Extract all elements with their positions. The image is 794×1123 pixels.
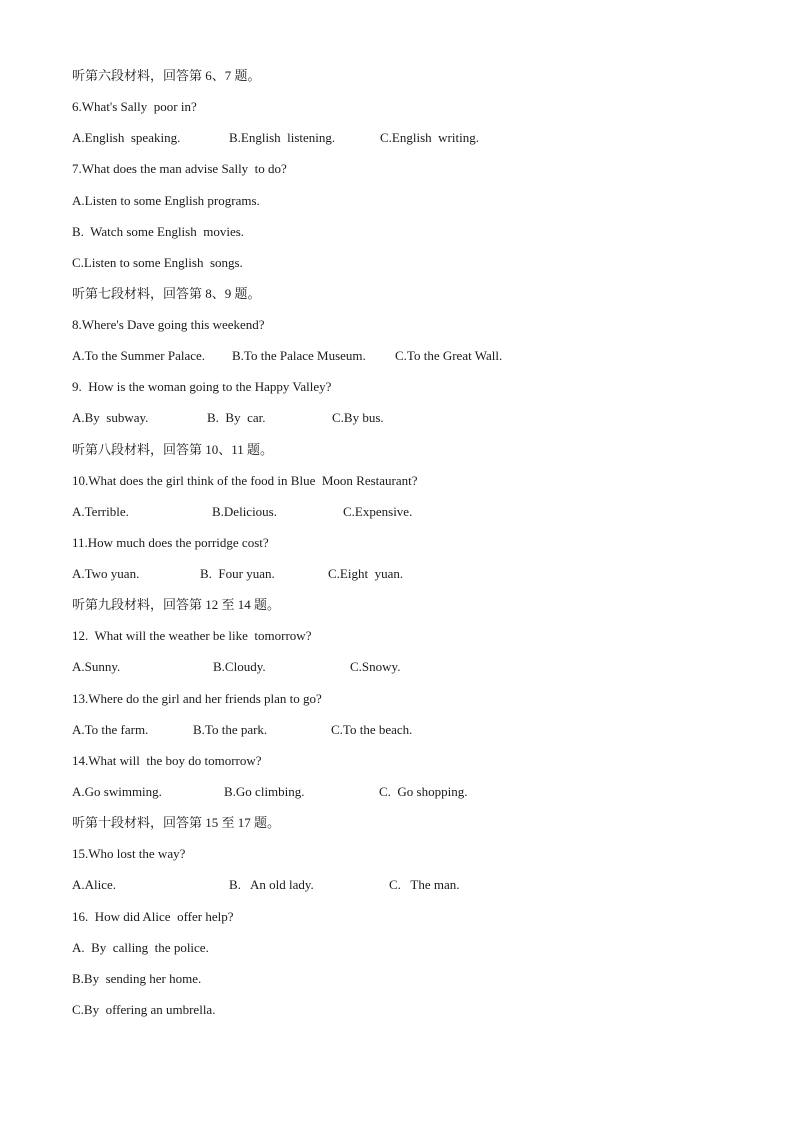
question-line: 15.Who lost the way?: [72, 846, 186, 862]
section-heading: 听第六段材料，回答第 6、7 题。: [72, 68, 261, 83]
section-heading: 听第十段材料，回答第 15 至 17 题。: [72, 815, 281, 831]
section-heading: 听第九段材料，回答第 12 至 14 题。: [72, 597, 281, 613]
answer-option: C. The man.: [389, 877, 460, 893]
section-heading: 听第七段材料，回答第 8、9 题。: [72, 285, 261, 301]
question-line: 8.Where's Dave going this weekend?: [72, 317, 265, 333]
question-line: 11.How much does the porridge cost?: [72, 534, 269, 550]
answer-option: B.Go climbing.: [224, 783, 305, 799]
answer-option: C. Go shopping.: [379, 783, 468, 799]
answer-option: C.Expensive.: [343, 503, 413, 519]
question-line: 9. How is the woman going to the Happy Valley?: [72, 379, 332, 395]
question-line: 16. How did Alice offer help?: [72, 908, 234, 924]
answer-option: B.Delicious.: [212, 503, 277, 519]
question-line: 12. What will the weather be like tomorrow?: [72, 628, 312, 644]
question-line: 13.Where do the girl and her friends plan to go?: [72, 690, 322, 706]
answer-option: A.Terrible.: [72, 503, 129, 519]
question-line: A.Listen to some English programs.: [72, 192, 260, 208]
answer-option: A.To the farm.: [72, 721, 149, 737]
answer-option: B. An old lady.: [229, 877, 314, 893]
question-line: 6.What's Sally poor in?: [72, 99, 197, 115]
question-line: B. Watch some English movies.: [72, 223, 245, 239]
question-line: 14.What will the boy do tomorrow?: [72, 752, 262, 768]
question-line: 7.What does the man advise Sally to do?: [72, 161, 287, 177]
answer-option: B. By car.: [207, 410, 266, 426]
question-line: C.Listen to some English songs.: [72, 254, 243, 270]
section-heading: 听第八段材料，回答第 10、11 题。: [72, 441, 274, 457]
answer-option: C.To the Great Wall.: [395, 348, 503, 364]
answer-option: A.Go swimming.: [72, 783, 162, 799]
answer-option: C.To the beach.: [331, 721, 413, 737]
answer-option: A.English speaking.: [72, 130, 181, 146]
answer-option: B.To the park.: [193, 721, 268, 737]
question-line: B.By sending her home.: [72, 970, 202, 986]
answer-option: B.To the Palace Museum.: [232, 348, 366, 364]
answer-option: A.By subway.: [72, 410, 149, 426]
answer-option: A.Two yuan.: [72, 566, 140, 582]
question-line: A. By calling the police.: [72, 939, 209, 955]
question-line: C.By offering an umbrella.: [72, 1001, 216, 1017]
answer-option: C.Eight yuan.: [328, 566, 404, 582]
answer-option: A.To the Summer Palace.: [72, 348, 206, 364]
answer-option: B. Four yuan.: [200, 566, 275, 582]
question-line: 10.What does the girl think of the food in Blue Moon Restaurant?: [72, 472, 418, 488]
answer-option: C.English writing.: [380, 130, 479, 146]
answer-option: C.By bus.: [332, 410, 384, 426]
answer-option: A.Sunny.: [72, 659, 121, 675]
answer-option: B.Cloudy.: [213, 659, 266, 675]
answer-option: A.Alice.: [72, 877, 117, 893]
answer-option: B.English listening.: [229, 130, 336, 146]
answer-option: C.Snowy.: [350, 659, 401, 675]
